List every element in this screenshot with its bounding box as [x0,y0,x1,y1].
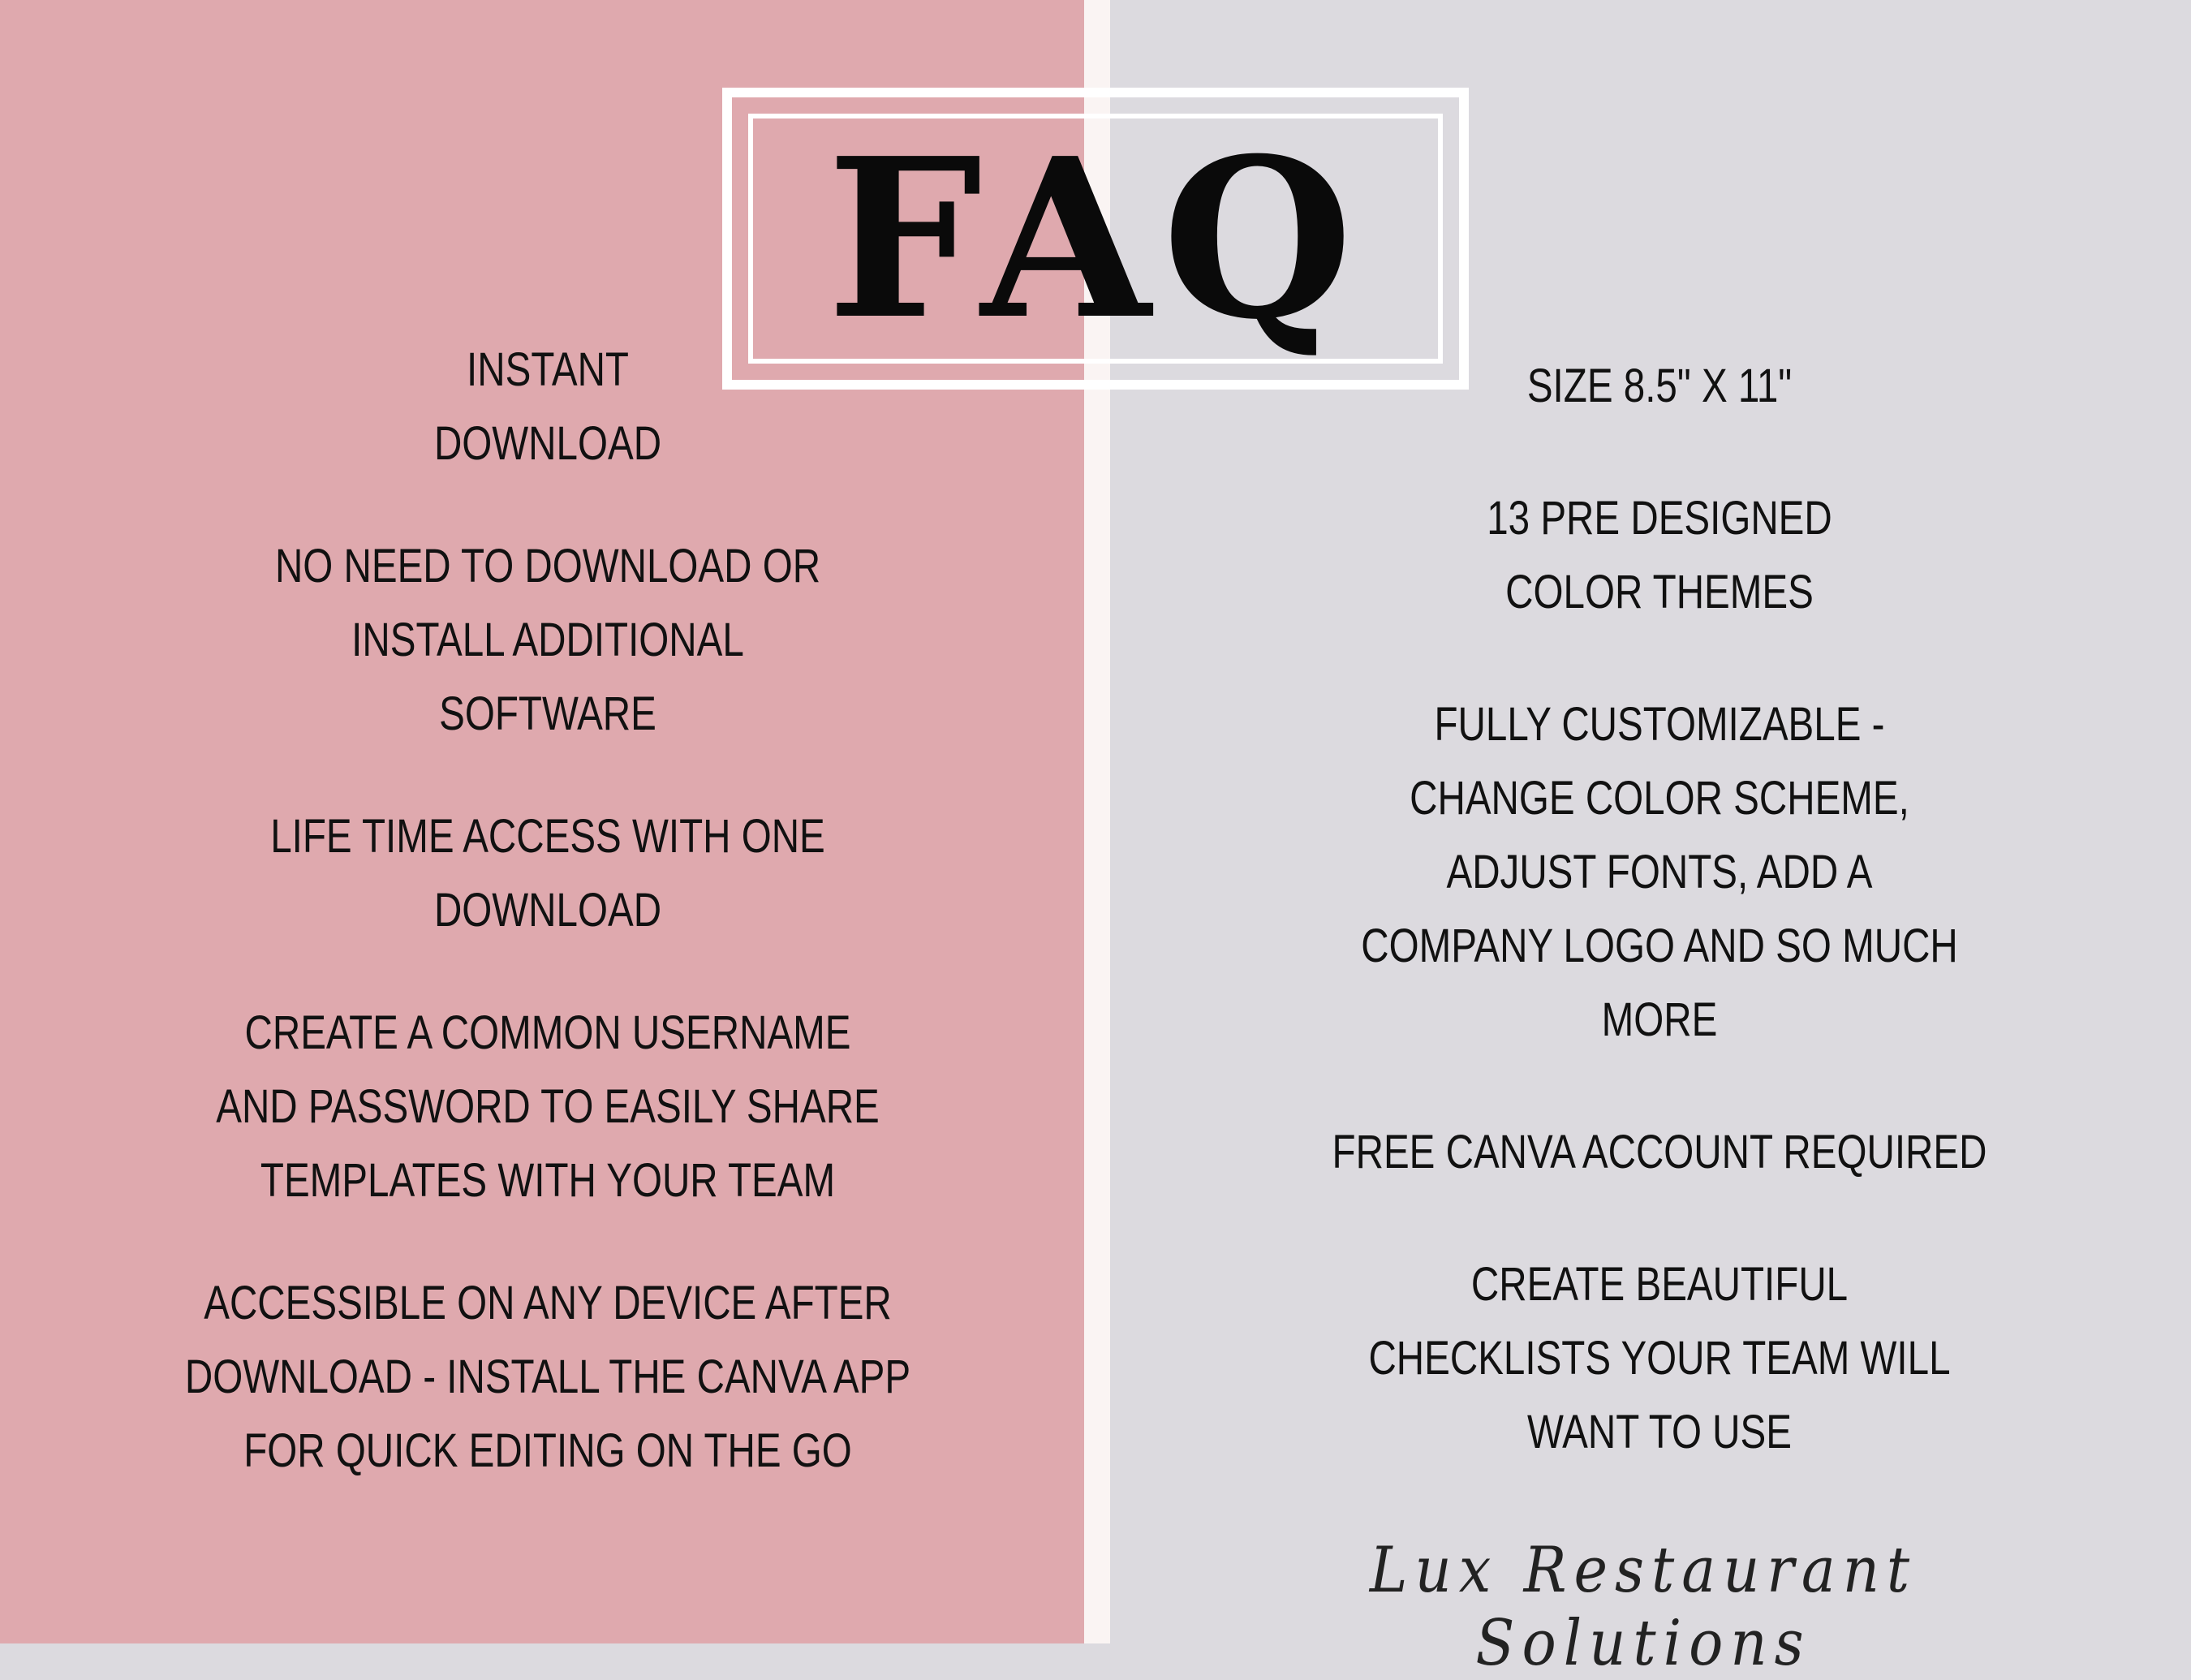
page-title: FAQ [826,110,1365,368]
right-faq-column [1224,349,2095,1527]
faq-item-canva-account: FREE CANVA ACCOUNT REQUIRED [1332,1126,1987,1178]
brand-signature: Lux Restaurant Solutions [1369,1534,1918,1680]
faq-item-no-install: NO NEED TO DOWNLOAD OR INSTALL ADDITIONAL SOFTWARE [274,540,821,740]
faq-item-size: SIZE 8.5" X 11" [1526,360,1793,412]
faq-item-shared-login: CREATE A COMMON USERNAME AND PASSWORD TO EASILY SHARE TEMPLATES WITH YOUR TEAM [216,1006,880,1207]
faq-item-any-device: ACCESSIBLE ON ANY DEVICE AFTER DOWNLOAD - INSTALL THE CANVA APP FOR QUICK EDITING ON THE GO [184,1277,911,1477]
left-faq-column [118,333,977,1536]
faq-item-lifetime-access: LIFE TIME ACCESS WITH ONE DOWNLOAD [270,810,825,937]
faq-item-customizable: FULLY CUSTOMIZABLE - CHANGE COLOR SCHEME, ADJUST FONTS, ADD A COMPANY LOGO AND SO MUCH MORE [1361,698,1958,1046]
faq-item-beautiful-checklists: CREATE BEAUTIFUL CHECKLISTS YOUR TEAM WILL WANT TO USE [1368,1258,1951,1458]
faq-item-instant-download: INSTANT DOWNLOAD [433,343,662,470]
faq-item-color-themes: 13 PRE DESIGNED COLOR THEMES [1487,492,1832,618]
